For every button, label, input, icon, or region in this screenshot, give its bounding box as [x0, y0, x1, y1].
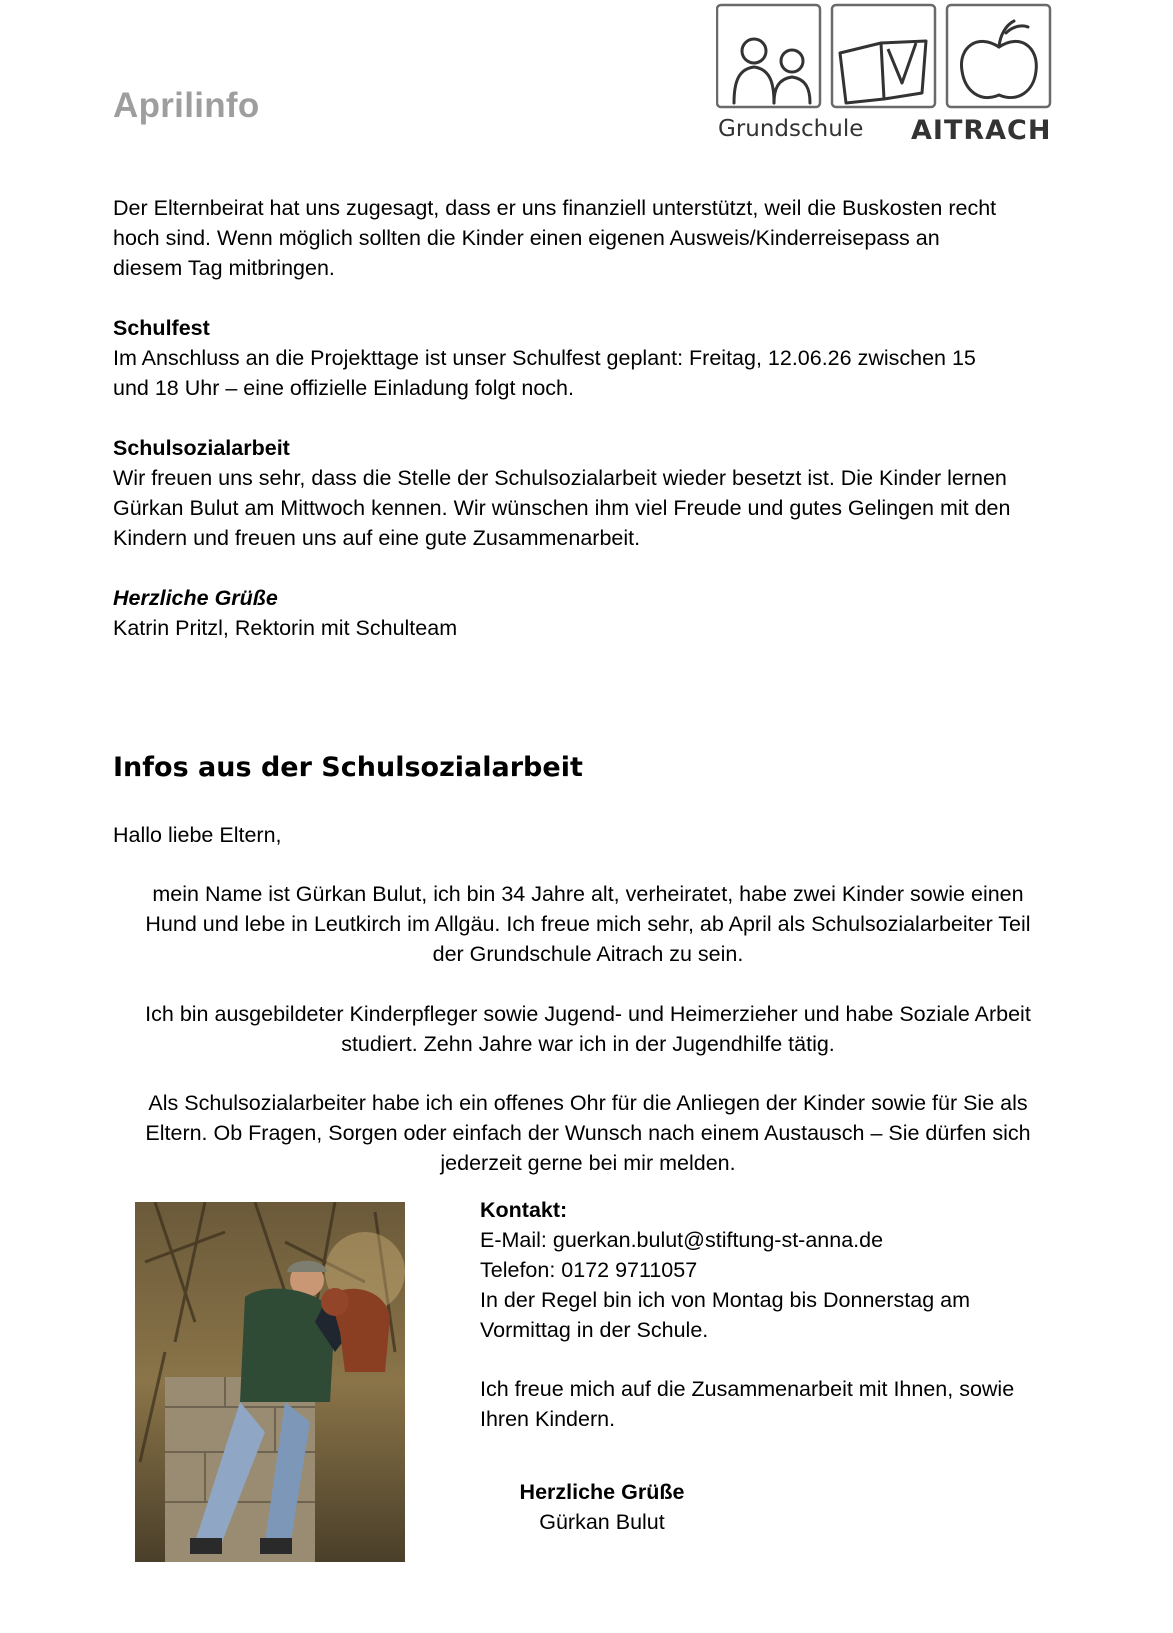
section-title: Infos aus der Schulsozialarbeit — [113, 752, 583, 783]
text-line: Im Anschluss an die Projekttage ist unser Schulfest geplant: Freitag, 12.06.26 zwischen 15 — [113, 346, 976, 370]
text-line: hoch sind. Wenn möglich sollten die Kinder einen eigenen Ausweis/Kinderreisepass an — [113, 226, 940, 250]
text-line: Ihren Kindern. — [480, 1407, 616, 1431]
signature-name: Katrin Pritzl, Rektorin mit Schulteam — [113, 616, 458, 640]
school-logo — [716, 3, 1054, 153]
text-line: Ich bin ausgebildeter Kinderpfleger sowie Jugend- und Heimerzieher und habe Soziale Arbeit — [145, 1002, 1031, 1026]
signature-name: Gürkan Bulut — [539, 1510, 665, 1534]
text-line: In der Regel bin ich von Montag bis Donnerstag am — [480, 1288, 970, 1312]
closing-paragraph — [480, 1374, 1080, 1434]
greeting: Herzliche Grüße — [519, 1480, 685, 1504]
contact-email[interactable]: E-Mail: guerkan.bulut@stiftung-st-anna.de — [480, 1228, 884, 1252]
greeting: Herzliche Grüße — [113, 586, 278, 610]
text-line: jederzeit gerne bei mir melden. — [440, 1151, 736, 1175]
text-line: Hund und lebe in Leutkirch im Allgäu. Ich freue mich sehr, ab April als Schulsozialarbeiter Teil — [145, 912, 1031, 936]
contact-phone[interactable]: Telefon: 0172 9711057 — [480, 1258, 698, 1282]
salutation: Hallo liebe Eltern, — [113, 823, 282, 847]
signoff — [113, 583, 1073, 643]
section-heading: Schulfest — [113, 316, 210, 340]
text-line: Ich freue mich auf die Zusammenarbeit mit Ihnen, sowie — [480, 1377, 1015, 1401]
text-line: Gürkan Bulut am Mittwoch kennen. Wir wünschen ihm viel Freude und gutes Gelingen mit den — [113, 496, 1011, 520]
text-line: Als Schulsozialarbeiter habe ich ein offenes Ohr für die Anliegen der Kinder sowie für Sie als — [148, 1091, 1028, 1115]
text-line: Der Elternbeirat hat uns zugesagt, dass er uns finanziell unterstützt, weil die Buskosten recht — [113, 196, 997, 220]
page-title: Aprilinfo — [113, 86, 260, 125]
signoff-2 — [502, 1477, 702, 1537]
text-line: studiert. Zehn Jahre war ich in der Jugendhilfe tätig. — [341, 1032, 835, 1056]
text-line: der Grundschule Aitrach zu sein. — [432, 942, 744, 966]
text-line: Vormittag in der Schule. — [480, 1318, 709, 1342]
schulsozialarbeit-section — [113, 433, 1073, 553]
qualification-paragraph — [113, 999, 1063, 1059]
text-line: und 18 Uhr – eine offizielle Einladung folgt noch. — [113, 376, 574, 400]
text-line: Eltern. Ob Fragen, Sorgen oder einfach der Wunsch nach einem Austausch – Sie dürfen sich — [145, 1121, 1031, 1145]
logo-text-right: AITRACH — [911, 115, 1052, 146]
text-line: Wir freuen uns sehr, dass die Stelle der Schulsozialarbeit wieder besetzt ist. Die Kinder lernen — [113, 466, 1007, 490]
text-line: diesem Tag mitbringen. — [113, 256, 335, 280]
portrait-photo — [135, 1202, 405, 1562]
intro-paragraph — [113, 193, 1073, 283]
availability-paragraph — [113, 1088, 1063, 1178]
contact-heading: Kontakt: — [480, 1198, 568, 1222]
logo-text-left: Grundschule — [718, 116, 864, 142]
section-heading: Schulsozialarbeit — [113, 436, 290, 460]
text-line: Kindern und freuen uns auf eine gute Zusammenarbeit. — [113, 526, 641, 550]
intro-paragraph-centered — [113, 879, 1063, 969]
text-line: mein Name ist Gürkan Bulut, ich bin 34 Jahre alt, verheiratet, habe zwei Kinder sowie einen — [152, 882, 1024, 906]
schulfest-section — [113, 313, 1073, 403]
contact-block — [480, 1195, 1080, 1345]
